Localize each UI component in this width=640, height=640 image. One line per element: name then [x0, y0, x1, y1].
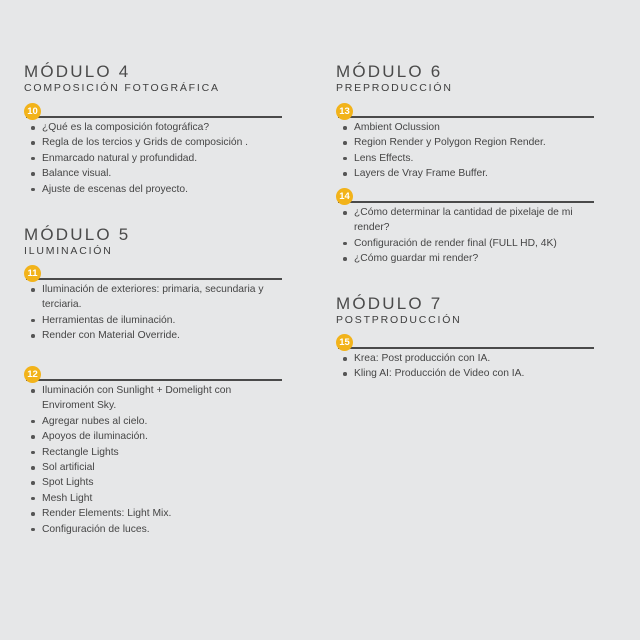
- list-item: [42, 475, 286, 490]
- bullet-icon: [31, 389, 35, 393]
- bullet-icon: [343, 126, 347, 130]
- list-item-text: Kling AI: Producción de Video con IA.: [354, 368, 525, 380]
- list-item: [42, 151, 286, 166]
- list-item: [42, 328, 286, 343]
- list-item: [354, 236, 598, 251]
- list-item-text: Render con Material Override.: [42, 330, 180, 342]
- list-item-text: Layers de Vray Frame Buffer.: [354, 168, 488, 180]
- list-item: [42, 120, 286, 135]
- list-item: [354, 151, 598, 166]
- section-12-badge: 12: [24, 366, 41, 383]
- bullet-icon: [31, 481, 35, 485]
- module-7-subtitle: POSTPRODUCCIÓN: [336, 314, 462, 326]
- list-item-text: Configuración de luces.: [42, 523, 150, 535]
- bullet-icon: [31, 188, 35, 192]
- bullet-icon: [343, 211, 347, 215]
- bullet-icon: [31, 528, 35, 532]
- list-item-text: Sol artificial: [42, 462, 95, 474]
- list-item: [42, 282, 286, 313]
- module-4-header: [24, 63, 286, 95]
- list-item: [42, 506, 286, 521]
- section-10-badge: 10: [24, 103, 41, 120]
- list-item: [354, 251, 598, 266]
- list-item-text: Krea: Post producción con IA.: [354, 353, 491, 364]
- list-item: [354, 135, 598, 150]
- section-14-header: [336, 188, 598, 205]
- list-item: [42, 135, 286, 150]
- list-item-text: Configuración de render final (FULL HD, 4K): [354, 237, 557, 249]
- section-14-list: [336, 205, 598, 267]
- bullet-icon: [31, 319, 35, 323]
- section-15-list: [336, 351, 598, 382]
- section-15-badge: 15: [336, 334, 353, 351]
- module-4-subtitle: COMPOSICIÓN FOTOGRÁFICA: [24, 82, 220, 94]
- bullet-icon: [31, 512, 35, 516]
- section-11-header: [24, 265, 286, 282]
- list-item: [42, 522, 286, 537]
- list-item-text: Enmarcado natural y profundidad.: [42, 152, 198, 164]
- bullet-icon: [31, 288, 35, 292]
- bullet-icon: [31, 334, 35, 338]
- list-item-text: Herramientas de iluminación.: [42, 314, 176, 326]
- section-11-list: [24, 282, 286, 344]
- bullet-icon: [31, 172, 35, 176]
- section-13-header: [336, 103, 598, 120]
- list-item-text: Regla de los tercios y Grids de composición .: [42, 137, 249, 149]
- section-divider: [26, 116, 282, 118]
- section-10-header: [24, 103, 286, 120]
- section-divider: [338, 347, 594, 349]
- section-divider: [338, 116, 594, 118]
- section-divider: [338, 201, 594, 203]
- bullet-icon: [31, 126, 35, 130]
- list-item-text: Agregar nubes al cielo.: [42, 415, 148, 427]
- section-divider: [26, 278, 282, 280]
- list-item-text: Lens Effects.: [354, 152, 414, 164]
- section-13-badge: 13: [336, 103, 353, 120]
- list-item-text: Mesh Light: [42, 492, 93, 504]
- section-14-badge: 14: [336, 188, 353, 205]
- bullet-icon: [31, 466, 35, 470]
- module-6-title: MÓDULO 6: [336, 62, 443, 81]
- module-5-subtitle: ILUMINACIÓN: [24, 245, 113, 257]
- module-7-title: MÓDULO 7: [336, 294, 443, 313]
- module-5-title: MÓDULO 5: [24, 225, 131, 244]
- section-12-header: [24, 366, 286, 383]
- bullet-icon: [343, 257, 347, 261]
- list-item: [42, 166, 286, 181]
- list-item-text: ¿Cómo determinar la cantidad de pixelaje de mi render?: [354, 207, 573, 234]
- list-item-text: Iluminación de exteriores: primaria, secundaria y terciaria.: [42, 284, 264, 311]
- list-item-text: Render Elements: Light Mix.: [42, 508, 172, 520]
- bullet-icon: [343, 172, 347, 176]
- section-11-badge: 11: [24, 265, 41, 282]
- list-item: [42, 182, 286, 197]
- bullet-icon: [343, 141, 347, 145]
- list-item-text: Region Render y Polygon Region Render.: [354, 137, 546, 149]
- list-item-text: Balance visual.: [42, 168, 112, 180]
- list-item-text: Ambient Oclussion: [354, 122, 440, 133]
- module-6-subtitle: PREPRODUCCIÓN: [336, 82, 453, 94]
- module-6-header: [336, 63, 598, 95]
- list-item-text: Apoyos de iluminación.: [42, 431, 148, 443]
- section-15: [336, 334, 598, 382]
- section-13-list: [336, 120, 598, 182]
- list-item: [42, 414, 286, 429]
- section-14: [336, 188, 598, 267]
- bullet-icon: [31, 451, 35, 455]
- module-5-header: [24, 226, 286, 258]
- bullet-icon: [31, 435, 35, 439]
- list-item-text: ¿Qué es la composición fotográfica?: [42, 122, 210, 133]
- list-item-text: Spot Lights: [42, 477, 94, 489]
- module-7-header: [336, 295, 598, 327]
- list-item: [42, 313, 286, 328]
- list-item: [42, 429, 286, 444]
- section-10-list: [24, 120, 286, 197]
- list-item: [42, 445, 286, 460]
- list-item-text: Iluminación con Sunlight + Domelight con Enviroment Sky.: [42, 385, 232, 412]
- bullet-icon: [343, 242, 347, 246]
- section-12: [24, 366, 286, 537]
- section-11: [24, 265, 286, 344]
- section-15-header: [336, 334, 598, 351]
- list-item: [354, 120, 598, 135]
- list-item: [354, 166, 598, 181]
- section-13: [336, 103, 598, 182]
- section-12-list: [24, 383, 286, 537]
- list-item: [354, 351, 598, 366]
- list-item: [42, 491, 286, 506]
- bullet-icon: [343, 372, 347, 376]
- bullet-icon: [31, 497, 35, 501]
- bullet-icon: [343, 357, 347, 361]
- list-item-text: ¿Cómo guardar mi render?: [354, 253, 479, 265]
- list-item: [354, 205, 598, 236]
- list-item-text: Rectangle Lights: [42, 446, 119, 458]
- bullet-icon: [31, 141, 35, 145]
- module-4-title: MÓDULO 4: [24, 62, 131, 81]
- section-10: [24, 103, 286, 197]
- list-item: [42, 383, 286, 414]
- section-divider: [26, 379, 282, 381]
- list-item: [42, 460, 286, 475]
- bullet-icon: [31, 157, 35, 161]
- bullet-icon: [343, 157, 347, 161]
- list-item-text: Ajuste de escenas del proyecto.: [42, 183, 188, 195]
- bullet-icon: [31, 420, 35, 424]
- list-item: [354, 366, 598, 381]
